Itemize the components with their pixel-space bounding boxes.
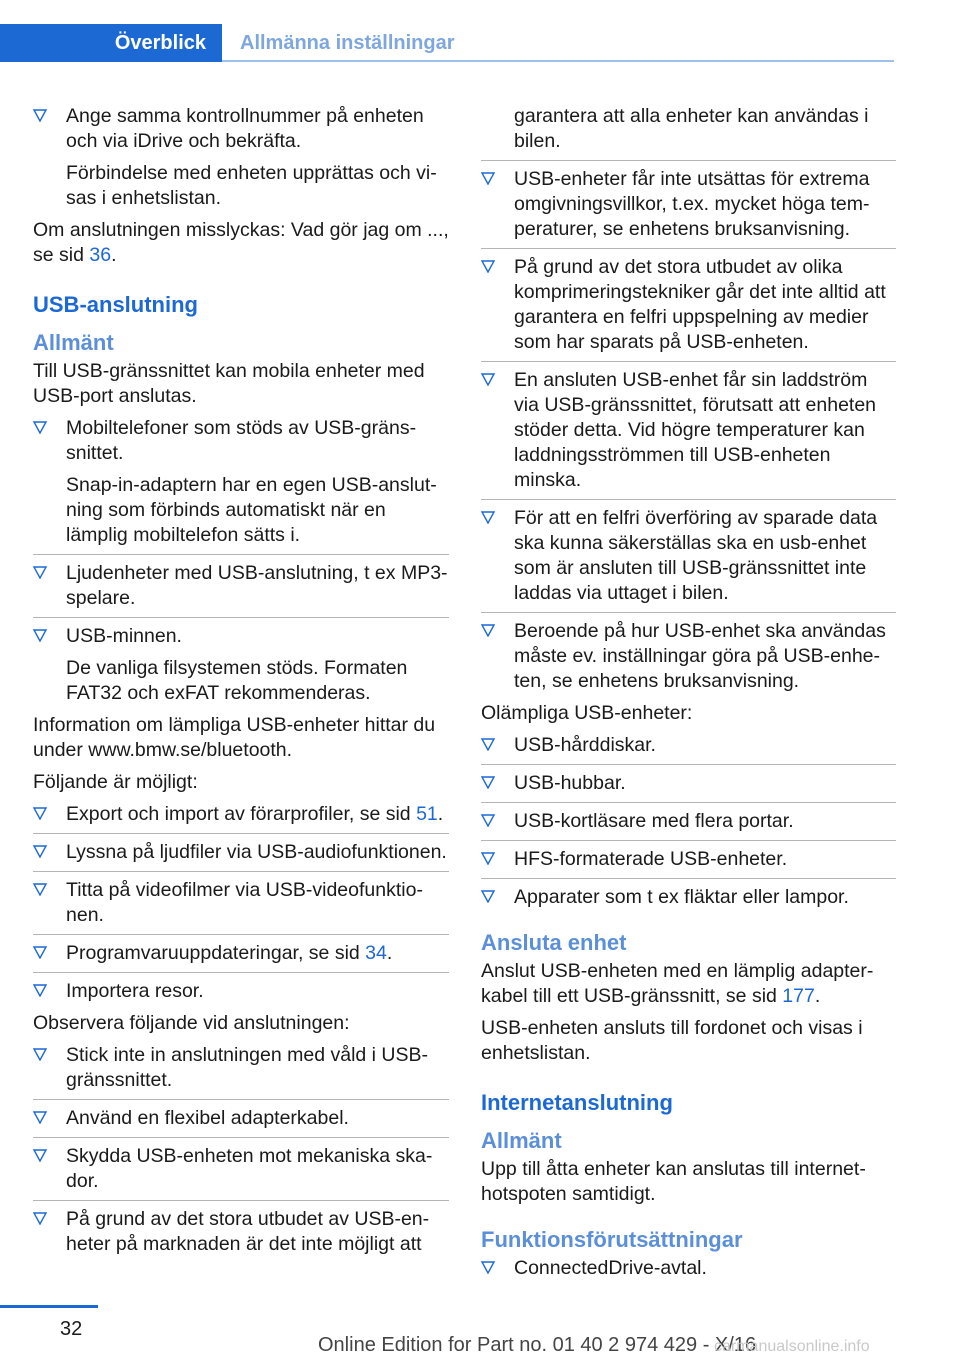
list-item <box>481 1256 896 1281</box>
bullet-triangle-icon <box>33 807 47 820</box>
watermark: carmanualsonline.info <box>714 1338 870 1355</box>
list-item-text: Använd en flexibel adapterkabel. <box>66 1107 349 1129</box>
subheading-general: Allmänt <box>481 1128 562 1153</box>
list-item-text: Export och import av förarprofiler, se sid <box>66 803 417 825</box>
right-column <box>481 104 896 1288</box>
paragraph: Olämpliga USB-enheter: <box>481 702 693 724</box>
list-item <box>481 847 896 879</box>
list-item-text: Lyssna på ljudfiler via USB-audiofunktionen. <box>66 841 447 863</box>
bullet-triangle-icon <box>481 890 495 903</box>
list-item-text: För att en felfri överföring av sparade data ska kunna säkerställas ska en usb-enhet som är ansluten till USB-gränssnittet inte laddas via uttaget i bilen. <box>514 507 878 604</box>
paragraph-fail: Om anslutningen misslyckas: Vad gör jag om ..., se sid 36. <box>33 219 449 266</box>
section-heading-internet: Internetanslutning <box>481 1090 673 1115</box>
bullet-triangle-icon <box>33 421 47 434</box>
page-link[interactable]: 177 <box>782 985 815 1007</box>
list-item-subtext: Snap-in-adaptern har en egen USB-anslutning som förbinds automatiskt när en lämplig mobiltelefon sätts i. <box>66 474 437 546</box>
tab-overview[interactable]: Överblick <box>0 24 222 62</box>
list-item-text: Skydda USB-enheten mot mekaniska skador. <box>66 1145 433 1192</box>
bullet-triangle-icon <box>481 814 495 827</box>
edition-text: Online Edition for Part no. 01 40 2 974 429 - X/16 <box>318 1334 757 1356</box>
page-header <box>0 0 960 64</box>
list-item-text: Ljudenheter med USB-anslutning, t ex MP3-spelare. <box>66 562 448 609</box>
list-item-text: Titta på videofilmer via USB-videofunktionen. <box>66 879 423 926</box>
list-item <box>481 167 896 249</box>
list-item-text: En ansluten USB-enhet får sin laddström via USB-gränssnittet, förutsatt att enheten stöder detta. Vid högre temperaturer kan laddningsströmmen till USB-enheten minska. <box>514 369 877 491</box>
list-item-continued <box>481 104 896 161</box>
paragraph: Följande är möjligt: <box>33 771 198 793</box>
bullet-triangle-icon <box>33 984 47 997</box>
paragraph: Upp till åtta enheter kan anslutas till internethotspoten samtidigt. <box>481 1158 866 1205</box>
list-item <box>33 1106 449 1138</box>
list-item-text: USB-enheter får inte utsättas för extrema omgivningsvillkor, t.ex. mycket höga temperaturer, se enhetens bruksanvisning. <box>514 168 870 240</box>
page-link[interactable]: 34 <box>365 942 387 964</box>
bullet-triangle-icon <box>33 566 47 579</box>
page-number: 32 <box>60 1318 83 1340</box>
list-item-subtext: De vanliga filsystemen stöds. Formaten FAT32 och exFAT rekommenderas. <box>66 657 408 704</box>
bullet-triangle-icon <box>33 1111 47 1124</box>
bullet-triangle-icon <box>481 172 495 185</box>
bullet-triangle-icon <box>481 373 495 386</box>
list-item <box>33 561 449 618</box>
bullet-triangle-icon <box>33 1149 47 1162</box>
bullet-triangle-icon <box>33 883 47 896</box>
page-link[interactable]: 51 <box>416 803 438 825</box>
connect-text: Anslut USB-enheten med en lämplig adapterkabel till ett USB-gränssnitt, se sid <box>481 960 874 1007</box>
paragraph: USB-enheten ansluts till fordonet och visas i enhetslistan. <box>481 1017 863 1064</box>
list-item: Export och import av förarprofiler, se sid 51. <box>33 802 449 834</box>
list-item <box>481 619 896 694</box>
paragraph: Anslut USB-enheten med en lämplig adapterkabel till ett USB-gränssnitt, se sid 177. <box>481 960 874 1007</box>
list-item <box>33 1043 449 1100</box>
header-rule <box>222 60 894 62</box>
list-item-text: Apparater som t ex fläktar eller lampor. <box>514 886 849 908</box>
paragraph: Förbindelse med enheten upprättas och visas i enhetslistan. <box>66 162 437 209</box>
bullet-triangle-icon <box>481 738 495 751</box>
list-item-text: USB-minnen. <box>66 625 182 647</box>
footer-rule <box>0 1305 98 1308</box>
list-item <box>33 840 449 872</box>
bullet-triangle-icon <box>481 260 495 273</box>
list-item <box>481 771 896 803</box>
list-item-text: Programvaruuppdateringar, se sid <box>66 942 366 964</box>
bullet-triangle-icon <box>33 1048 47 1061</box>
list-item <box>481 506 896 613</box>
list-item-text: ConnectedDrive-avtal. <box>514 1257 707 1279</box>
bullet-triangle-icon <box>481 1261 495 1274</box>
bullet-triangle-icon <box>33 1212 47 1225</box>
subheading-connect-device: Ansluta enhet <box>481 930 627 955</box>
list-item <box>33 416 449 555</box>
list-item <box>481 809 896 841</box>
paragraph: Observera följande vid anslutningen: <box>33 1012 350 1034</box>
tab-general-settings[interactable]: Allmänna inställningar <box>240 31 455 54</box>
list-item <box>33 878 449 935</box>
paragraph: Till USB-gränssnittet kan mobila enheter med USB-port anslutas. <box>33 360 425 407</box>
bullet-triangle-icon <box>33 845 47 858</box>
list-item-text: garantera att alla enheter kan användas i bilen. <box>514 105 869 152</box>
fail-text: Om anslutningen misslyckas: Vad gör jag om ..., se sid <box>33 219 449 266</box>
subheading-general: Allmänt <box>33 330 114 355</box>
list-item <box>33 1207 449 1257</box>
list-item-text: USB-kortläsare med flera portar. <box>514 810 794 832</box>
left-column <box>33 104 449 1264</box>
list-item-text: USB-hårddiskar. <box>514 734 656 756</box>
list-item <box>33 104 449 154</box>
subheading-requirements: Funktionsförutsättningar <box>481 1227 743 1252</box>
list-item-text: HFS-formaterade USB-enheter. <box>514 848 788 870</box>
list-item-text: Importera resor. <box>66 980 204 1002</box>
list-item-text: Ange samma kontrollnummer på enheten och via iDrive och bekräfta. <box>66 105 424 152</box>
list-item-text: Beroende på hur USB-enhet ska användas måste ev. inställningar göra på USB-enheten, se enhetens bruksanvisning. <box>514 620 886 692</box>
list-item <box>481 255 896 362</box>
list-item-text: På grund av det stora utbudet av USB-enheter på marknaden är det inte möjligt att <box>66 1208 430 1255</box>
section-heading-usb: USB-anslutning <box>33 292 198 317</box>
list-item-text: Stick inte in anslutningen med våld i USB-gränssnittet. <box>66 1044 429 1091</box>
list-item <box>481 368 896 500</box>
bullet-triangle-icon <box>481 852 495 865</box>
bullet-triangle-icon <box>33 109 47 122</box>
page-link[interactable]: 36 <box>89 244 112 266</box>
bullet-triangle-icon <box>33 946 47 959</box>
paragraph: Information om lämpliga USB-enheter hittar du under www.bmw.se/bluetooth. <box>33 714 436 761</box>
list-item <box>33 979 449 1004</box>
list-item <box>33 624 449 706</box>
bullet-triangle-icon <box>481 776 495 789</box>
list-item <box>481 733 896 765</box>
list-item-text: USB-hubbar. <box>514 772 626 794</box>
bullet-triangle-icon <box>481 511 495 524</box>
list-item-text: Mobiltelefoner som stöds av USB-gränssnittet. <box>66 417 417 464</box>
list-item-text: På grund av det stora utbudet av olika komprimeringstekniker går det inte alltid att garantera en felfri uppspelning av medier som har sparats på USB-enheten. <box>514 256 886 353</box>
list-item <box>481 885 896 910</box>
list-item: Programvaruuppdateringar, se sid 34. <box>33 941 449 973</box>
list-item <box>33 1144 449 1201</box>
bullet-triangle-icon <box>481 624 495 637</box>
bullet-triangle-icon <box>33 629 47 642</box>
